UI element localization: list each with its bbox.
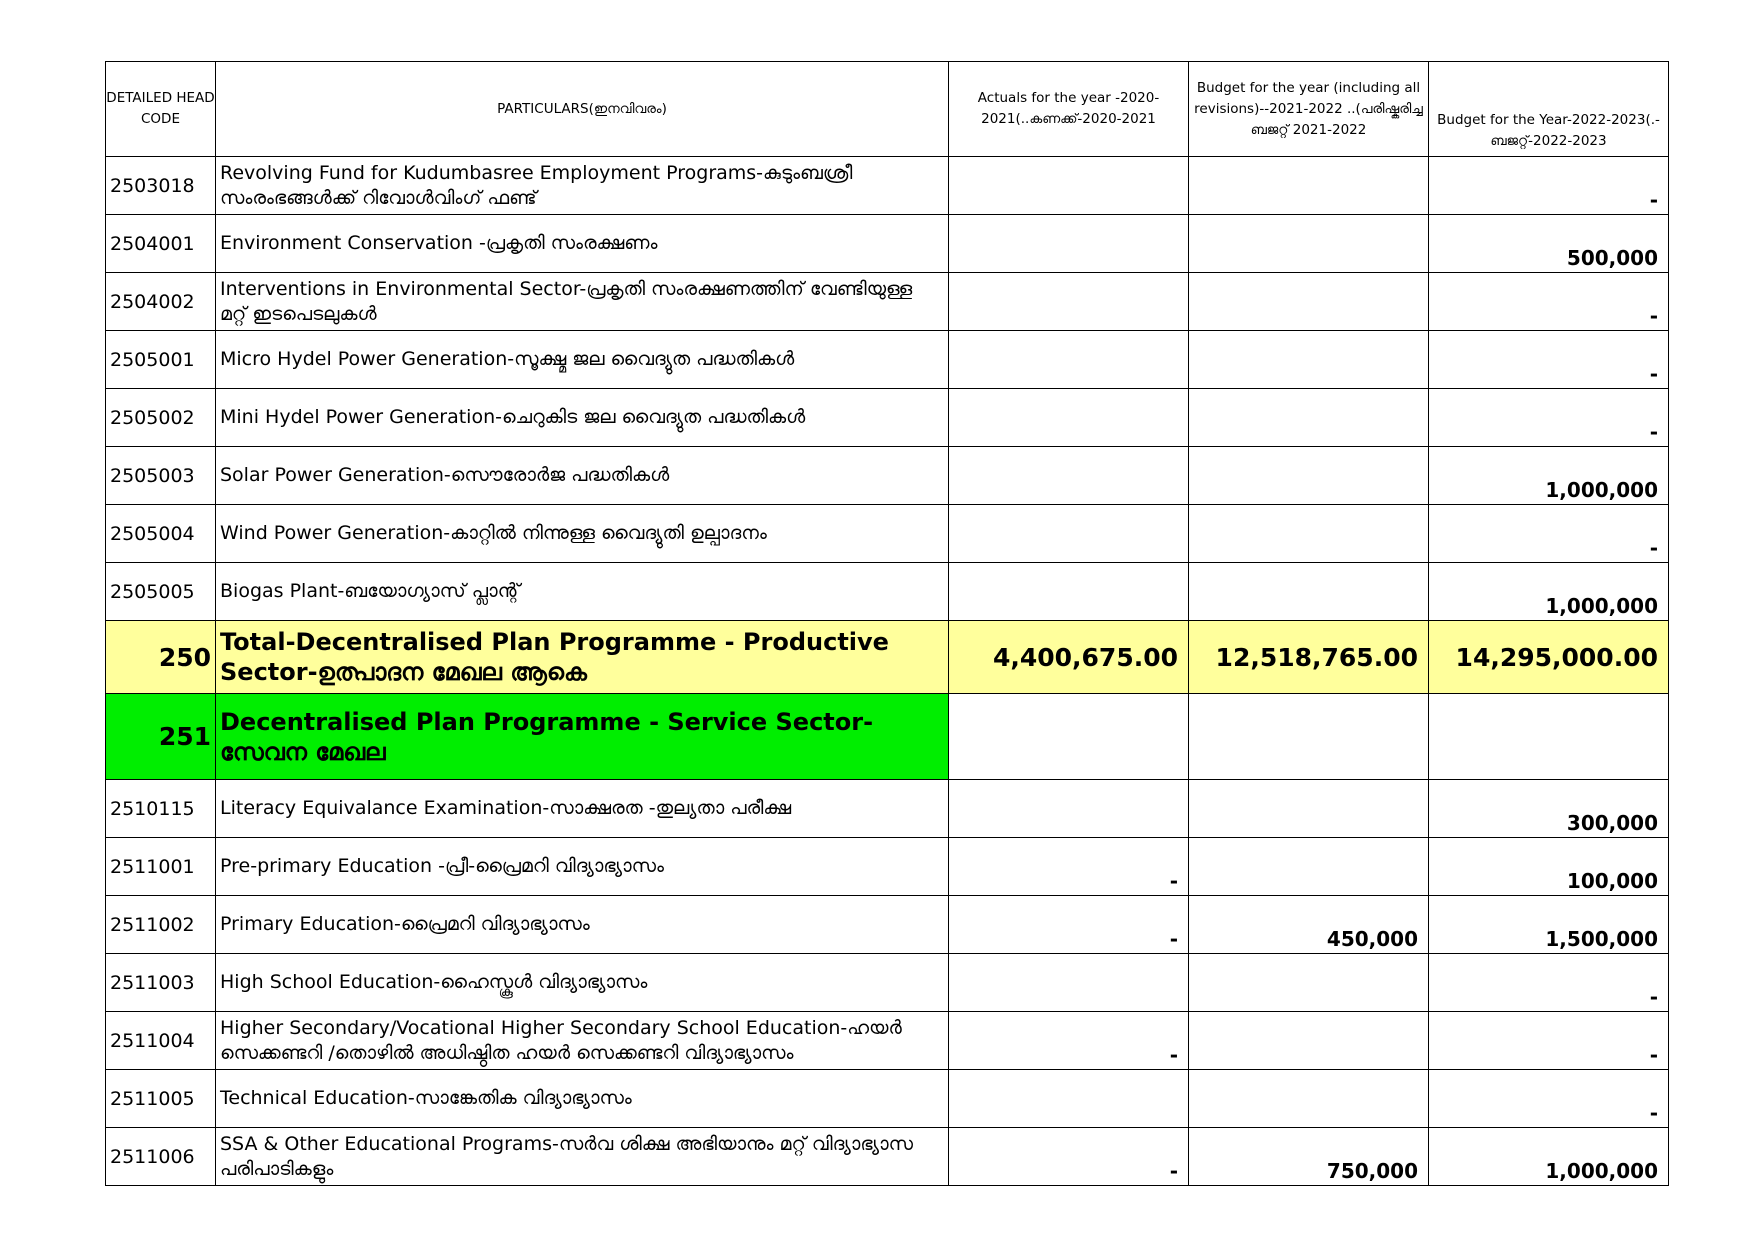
table-row (106, 563, 1669, 621)
row-budget-curr: - (1429, 389, 1669, 447)
row-budget-curr: - (1429, 331, 1669, 389)
row-budget-prev: 750,000 (1189, 1128, 1429, 1186)
table-header-row (106, 62, 1669, 157)
section-code: 251 (106, 694, 216, 780)
row-budget-curr: 1,000,000 (1429, 447, 1669, 505)
row-budget-curr: 1,000,000 (1429, 563, 1669, 621)
table-row (106, 838, 1669, 896)
total-code: 250 (106, 621, 216, 694)
row-particulars: Solar Power Generation-സൌരോർജ പദ്ധതികൾ (216, 447, 949, 505)
row-actuals (949, 273, 1189, 331)
row-budget-prev (1189, 215, 1429, 273)
section-budget-curr (1429, 694, 1669, 780)
row-actuals (949, 954, 1189, 1012)
row-actuals: - (949, 838, 1189, 896)
row-code: 2510115 (106, 780, 216, 838)
row-code: 2511004 (106, 1012, 216, 1070)
table-row (106, 331, 1669, 389)
header-budget-prev: Budget for the year (including all revisions)--2021-2022 ..(പരിഷ്കരിച്ച ബജറ്റ് 2021-2022 (1189, 62, 1429, 157)
row-actuals: - (949, 896, 1189, 954)
row-actuals: - (949, 1128, 1189, 1186)
row-budget-prev (1189, 1070, 1429, 1128)
row-particulars: SSA & Other Educational Programs-സർവ ശിക്ഷ അഭിയാനും മറ്റ് വിദ്യാഭ്യാസ പരിപാടികളും (216, 1128, 949, 1186)
row-budget-prev (1189, 563, 1429, 621)
row-actuals (949, 563, 1189, 621)
row-budget-prev (1189, 273, 1429, 331)
row-particulars: Literacy Equivalance Examination-സാക്ഷരത -തുല്യതാ പരീക്ഷ (216, 780, 949, 838)
row-budget-curr: 100,000 (1429, 838, 1669, 896)
row-budget-prev (1189, 838, 1429, 896)
header-particulars: PARTICULARS(ഇനവിവരം) (216, 62, 949, 157)
row-code: 2511005 (106, 1070, 216, 1128)
row-code: 2505001 (106, 331, 216, 389)
table-row (106, 954, 1669, 1012)
section-budget-prev (1189, 694, 1429, 780)
row-particulars: Pre-primary Education -പ്രീ-പ്രൈമറി വിദ്യാഭ്യാസം (216, 838, 949, 896)
row-budget-prev (1189, 157, 1429, 215)
row-budget-prev (1189, 447, 1429, 505)
row-budget-curr: - (1429, 157, 1669, 215)
row-code: 2504002 (106, 273, 216, 331)
row-particulars: Interventions in Environmental Sector-പ്രകൃതി സംരക്ഷണത്തിന് വേണ്ടിയുള്ള മറ്റ് ഇടപെടലുകൾ (216, 273, 949, 331)
row-code: 2505003 (106, 447, 216, 505)
row-budget-prev (1189, 389, 1429, 447)
row-budget-prev (1189, 331, 1429, 389)
row-budget-curr: 1,500,000 (1429, 896, 1669, 954)
row-budget-curr: - (1429, 1012, 1669, 1070)
row-particulars: Technical Education-സാങ്കേതിക വിദ്യാഭ്യാസം (216, 1070, 949, 1128)
table-row (106, 505, 1669, 563)
total-budget-prev: 12,518,765.00 (1189, 621, 1429, 694)
row-budget-curr: - (1429, 954, 1669, 1012)
row-budget-curr: 1,000,000 (1429, 1128, 1669, 1186)
header-code: DETAILED HEAD CODE (106, 62, 216, 157)
table-row (106, 389, 1669, 447)
row-particulars: Wind Power Generation-കാറ്റിൽ നിന്നുള്ള വൈദ്യുതി ഉല്പാദനം (216, 505, 949, 563)
table-row (106, 447, 1669, 505)
row-code: 2511003 (106, 954, 216, 1012)
table-row (106, 215, 1669, 273)
row-budget-curr: - (1429, 1070, 1669, 1128)
row-actuals (949, 215, 1189, 273)
row-budget-curr: - (1429, 505, 1669, 563)
row-particulars: Mini Hydel Power Generation-ചെറുകിട ജല വൈദ്യുത പദ്ധതികൾ (216, 389, 949, 447)
row-particulars: Biogas Plant-ബയോഗ്യാസ് പ്ലാന്റ് (216, 563, 949, 621)
total-actuals: 4,400,675.00 (949, 621, 1189, 694)
row-code: 2511002 (106, 896, 216, 954)
row-actuals (949, 389, 1189, 447)
row-code: 2505004 (106, 505, 216, 563)
row-particulars: Environment Conservation -പ്രകൃതി സംരക്ഷണം (216, 215, 949, 273)
row-code: 2505005 (106, 563, 216, 621)
section-particulars: Decentralised Plan Programme - Service Sector-സേവന മേഖല (216, 694, 949, 780)
table-row (106, 273, 1669, 331)
row-actuals: - (949, 1012, 1189, 1070)
table-row (106, 1070, 1669, 1128)
row-code: 2504001 (106, 215, 216, 273)
row-code: 2511001 (106, 838, 216, 896)
row-particulars: Primary Education-പ്രൈമറി വിദ്യാഭ്യാസം (216, 896, 949, 954)
row-particulars: Higher Secondary/Vocational Higher Secondary School Education-ഹയർ സെക്കണ്ടറി /തൊഴിൽ അധിഷ്ഠിത ഹയർ സെക്കണ്ടറി വിദ്യാഭ്യാസം (216, 1012, 949, 1070)
row-particulars: Micro Hydel Power Generation-സൂക്ഷ്മ ജല വൈദ്യുത പദ്ധതികൾ (216, 331, 949, 389)
budget-table (105, 61, 1669, 1186)
row-actuals (949, 157, 1189, 215)
table-row (106, 1012, 1669, 1070)
row-particulars: Revolving Fund for Kudumbasree Employment Programs-കുടുംബശ്രീ സംരംഭങ്ങൾക്ക് റിവോൾവിംഗ് ഫണ്ട് (216, 157, 949, 215)
row-budget-prev (1189, 954, 1429, 1012)
row-code: 2503018 (106, 157, 216, 215)
table-row (106, 896, 1669, 954)
row-budget-curr: 300,000 (1429, 780, 1669, 838)
section-actuals (949, 694, 1189, 780)
table-row (106, 780, 1669, 838)
row-particulars: High School Education-ഹൈസ്കൂൾ വിദ്യാഭ്യാസം (216, 954, 949, 1012)
total-budget-curr: 14,295,000.00 (1429, 621, 1669, 694)
row-actuals (949, 1070, 1189, 1128)
row-actuals (949, 780, 1189, 838)
row-actuals (949, 505, 1189, 563)
row-budget-prev (1189, 780, 1429, 838)
row-budget-prev (1189, 1012, 1429, 1070)
total-row-250 (106, 621, 1669, 694)
table-row (106, 157, 1669, 215)
row-code: 2505002 (106, 389, 216, 447)
table-row (106, 1128, 1669, 1186)
header-actuals: Actuals for the year -2020-2021(..കണക്ക്-2020-2021 (949, 62, 1189, 157)
row-budget-curr: - (1429, 273, 1669, 331)
row-budget-prev (1189, 505, 1429, 563)
row-budget-curr: 500,000 (1429, 215, 1669, 273)
row-code: 2511006 (106, 1128, 216, 1186)
header-budget-curr: Budget for the Year-2022-2023(.- ബജറ്റ്-2022-2023 (1429, 62, 1669, 157)
section-row-251 (106, 694, 1669, 780)
row-actuals (949, 447, 1189, 505)
total-particulars: Total-Decentralised Plan Programme - Productive Sector-ഉത്പാദന മേഖല ആകെ (216, 621, 949, 694)
row-budget-prev: 450,000 (1189, 896, 1429, 954)
row-actuals (949, 331, 1189, 389)
